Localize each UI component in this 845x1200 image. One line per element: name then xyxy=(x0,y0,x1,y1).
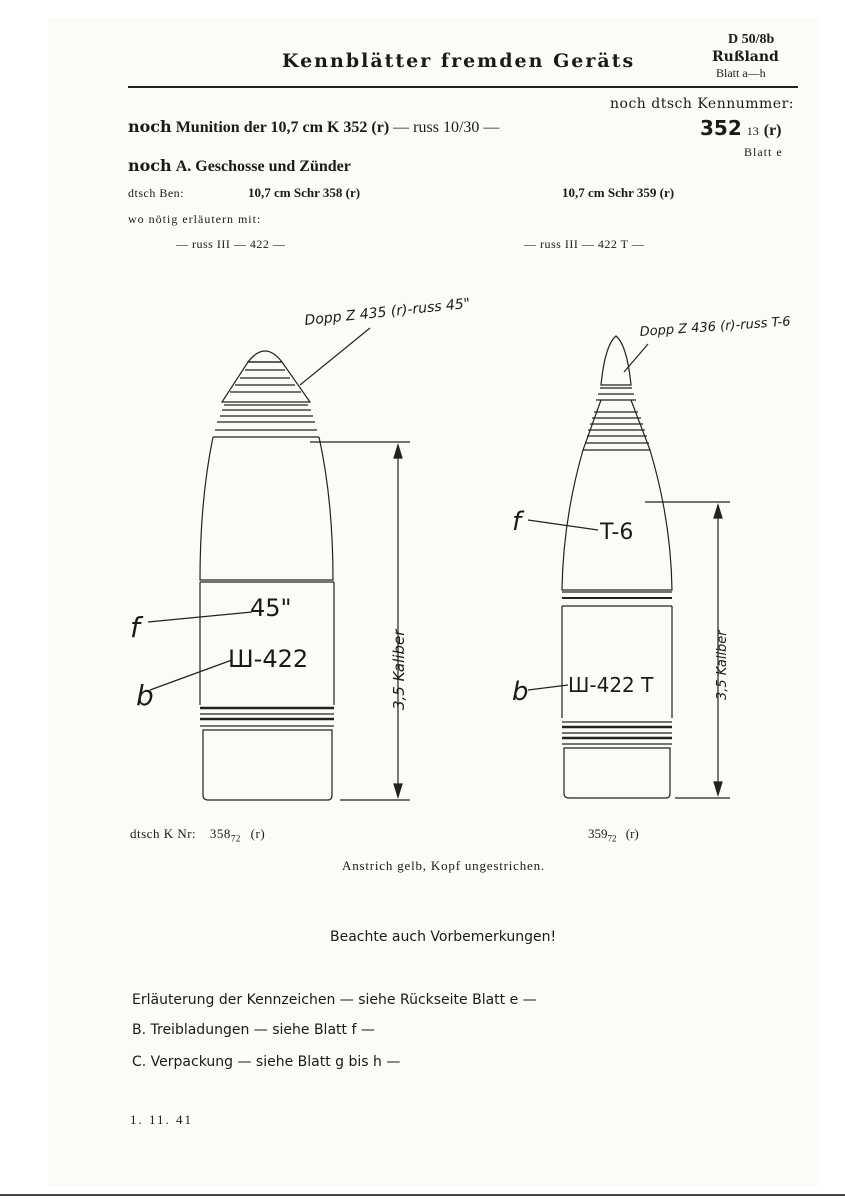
reference-1: Erläuterung der Kennzeichen — siehe Rückseite Blatt e — xyxy=(132,992,537,1008)
left-shell xyxy=(200,351,334,800)
right-shell-fuze-rings xyxy=(583,388,650,450)
right-shell xyxy=(562,336,672,798)
document-title: Kennblätter fremden Geräts xyxy=(282,50,636,72)
left-callout-b-leader xyxy=(150,660,232,690)
right-fuze-leader xyxy=(624,344,648,372)
knr-right-suffix: (r) xyxy=(625,826,639,841)
right-dimension-label: 3,5 Kaliber xyxy=(715,630,730,700)
paint-note: Anstrich gelb, Kopf ungestrichen. xyxy=(342,858,545,873)
explain-label: wo nötig erläutern mit: xyxy=(128,212,262,226)
ben-label: dtsch Ben: xyxy=(128,186,184,200)
right-callout-f-leader xyxy=(528,520,598,530)
left-russ-designation: — russ III — 422 — xyxy=(176,237,286,251)
country-label: Rußland xyxy=(712,49,779,65)
knr-left-main: 358 xyxy=(209,826,231,841)
knr-row xyxy=(130,826,265,844)
right-shell-base xyxy=(564,748,670,798)
left-fuze-label: Dopp Z 435 (r)-russ 45" xyxy=(303,295,471,329)
right-marking-f: T-6 xyxy=(600,520,634,545)
main-title-prefix: noch xyxy=(128,117,172,136)
right-shell-body xyxy=(562,606,672,718)
right-shell-bourrelet xyxy=(562,592,672,606)
notice: Beachte auch Vorbemerkungen! xyxy=(330,929,557,945)
section-prefix: noch xyxy=(128,156,172,175)
main-title-russ: — russ 10/30 — xyxy=(393,119,500,136)
reference-3: C. Verpackung — siehe Blatt g bis h — xyxy=(132,1054,401,1070)
left-marking-b: Ш-422 xyxy=(228,645,309,673)
left-shell-fuze-rings xyxy=(213,370,319,437)
kennummer-suffix: (r) xyxy=(763,122,782,139)
knr-right xyxy=(588,826,639,844)
knr-label: dtsch K Nr: xyxy=(130,826,197,841)
left-shell-fuze xyxy=(222,362,310,402)
right-shell-fuze xyxy=(601,336,631,385)
section-text: A. Geschosse und Zünder xyxy=(175,158,351,175)
knr-left-sub: 72 xyxy=(230,833,241,844)
left-shell-nose-tip xyxy=(248,351,282,362)
right-designation: 10,7 cm Schr 359 (r) xyxy=(562,185,675,200)
left-callout-b: b xyxy=(136,679,154,712)
left-callout-f: f xyxy=(130,611,140,644)
left-dimension-label: 3,5 Kaliber xyxy=(390,629,408,710)
right-russ-designation: — russ III — 422 T — xyxy=(524,237,645,251)
right-shell-ogive xyxy=(562,400,672,590)
left-shell-ogive xyxy=(200,437,333,580)
reference-2: B. Treibladungen — siehe Blatt f — xyxy=(132,1022,375,1038)
left-designation: 10,7 cm Schr 358 (r) xyxy=(248,185,361,200)
document-date: 1. 11. 41 xyxy=(130,1112,194,1127)
left-dimension-line xyxy=(310,442,410,800)
knr-right-main: 359 xyxy=(588,826,608,841)
kennummer-main: 352 xyxy=(700,116,742,140)
sheet-label: Blatt e xyxy=(744,145,783,159)
sheet-range: Blatt a—h xyxy=(716,66,766,80)
kennummer-label: noch dtsch Kennummer: xyxy=(610,96,794,112)
main-title-text: Munition der 10,7 cm K 352 (r) xyxy=(175,119,390,136)
right-fuze-label: Dopp Z 436 (r)-russ T-6 xyxy=(639,314,791,340)
right-shell-driving-band xyxy=(562,722,672,744)
knr-right-sub: 72 xyxy=(607,833,617,844)
right-callout-f: f xyxy=(512,507,522,537)
knr-left-suffix: (r) xyxy=(250,826,266,841)
left-fuze-leader xyxy=(300,328,370,385)
left-marking-f: 45" xyxy=(250,594,292,622)
bottom-border xyxy=(0,1194,845,1196)
kennummer-sub: 13 xyxy=(746,124,759,138)
right-callout-b: b xyxy=(512,677,529,707)
left-shell-base xyxy=(203,730,332,800)
left-shell-driving-band xyxy=(200,708,334,726)
document-number: D 50/8b xyxy=(728,32,775,47)
right-marking-b: Ш-422 T xyxy=(568,673,654,697)
